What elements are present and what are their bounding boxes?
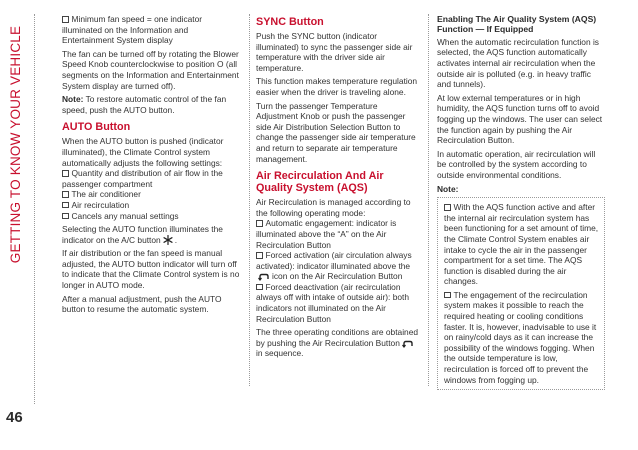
list-item: Cancels any manual settings — [62, 211, 242, 222]
checkbox-bullet-icon — [444, 292, 451, 299]
checkbox-bullet-icon — [62, 202, 69, 209]
checkbox-bullet-icon — [256, 252, 263, 259]
note-box — [437, 197, 605, 390]
column-middle — [256, 14, 421, 362]
aqs-enable-heading: Enabling The Air Quality System (AQS) Function — If Equipped — [437, 14, 597, 35]
checkbox-bullet-icon — [256, 220, 263, 227]
recirculation-icon — [402, 340, 414, 348]
checkbox-bullet-icon — [444, 204, 451, 211]
list-item: Automatic engagement: indicator is illuminated above the “A” on the Air Recirculation Button — [256, 218, 397, 250]
paragraph: Air Recirculation is managed according to the following operating mode: — [256, 197, 411, 218]
section-title — [4, 18, 28, 270]
list-item: Forced activation (air circulation always activated): indicator illuminated above theicon on the Air Recirculation Button — [256, 250, 412, 282]
aqs-heading: Air Recirculation And Air Quality System (AQS) — [256, 170, 384, 195]
note-label: Note: — [437, 183, 459, 194]
checkbox-bullet-icon — [62, 191, 69, 198]
list-item: Quantity and distribution of air flow in the passenger compartment — [62, 168, 223, 189]
margin-divider — [34, 14, 35, 404]
list-item: Forced deactivation (air recirculation always off with intake of outside air): both indicators not illuminated on the Air Recirculation Button — [256, 281, 410, 324]
paragraph: The three operating conditions are obtained by pushing the Air Recirculation Buttonin sequence. — [256, 327, 419, 359]
paragraph: After a manual adjustment, push the AUTO button to resume the automatic system. — [62, 293, 222, 315]
section-title-text: GETTING TO KNOW YOUR VEHICLE — [8, 25, 24, 263]
recirculation-icon — [258, 273, 270, 281]
sync-button-heading: SYNC Button — [256, 16, 324, 28]
paragraph: At low external temperatures or in high humidity, the AQS function turns off to avoid fogging up the windows. The user can select the function again by pushing the Air Recirculation Button. — [437, 92, 603, 146]
column-divider — [428, 14, 429, 386]
checkbox-bullet-icon — [62, 213, 69, 220]
paragraph: In automatic operation, air recirculation will be controlled by the system according to outside environmental conditions. — [437, 148, 596, 180]
list-item: Minimum fan speed = one indicator illuminated on the Information and Entertainment System display — [62, 14, 203, 46]
paragraph: The fan can be turned off by rotating the Blower Speed Knob counterclockwise to position O (all segments on the Information and Entertainment System display are turned off). — [62, 48, 239, 91]
list-item: The air conditioner — [62, 189, 242, 200]
snowflake-icon — [163, 235, 173, 245]
paragraph: When the automatic recirculation function is selected, the AQS function automatically activates internal air recirculation when the outside air is polluted (e.g. in heavy traffic and tunnels). — [437, 36, 599, 90]
list-item: The engagement of the recirculation system makes it possible to reach the required heating or cooling conditions faster. It is, however, inadvisable to use it on rainy/cold days as it can increase the possibility of the windows fogging. When the outside temperature is low, recirculation is forced off to prevent the windows from fogging up. — [444, 289, 597, 385]
column-divider — [249, 14, 250, 386]
page-number: 46 — [6, 409, 23, 426]
paragraph: Selecting the AUTO function illuminates the indicator on the A/C button . — [62, 224, 223, 245]
list-item: With the AQS function active and after the internal air recirculation system has been functioning for a set amount of time, the Climate Control System enables air intake to cycle the air in the passenger compartment for a set time. The AQS function is disabled during the air changes. — [444, 202, 599, 287]
column-left — [62, 14, 242, 318]
paragraph: Push the SYNC button (indicator illuminated) to sync the passenger side air temperature with the driver side air temperature. — [256, 31, 413, 73]
auto-button-heading: AUTO Button — [62, 121, 131, 134]
checkbox-bullet-icon — [62, 16, 69, 23]
paragraph: If air distribution or the fan speed is manual adjusted, the AUTO button indicator will turn off to indicate that the Climate Control system is no longer in AUTO mode. — [62, 248, 240, 291]
checkbox-bullet-icon — [256, 284, 263, 291]
paragraph: This function makes temperature regulation easier when the driver is traveling alone. — [256, 76, 418, 97]
paragraph: Turn the passenger Temperature Adjustment Knob or push the passenger side Air Distribution Selection Button to change the passenger side air temperature and return to separate air temperature management. — [256, 100, 416, 164]
paragraph: When the AUTO button is pushed (indicator illuminated), the Climate Control system automatically adjusts the following settings: — [62, 136, 224, 168]
checkbox-bullet-icon — [62, 170, 69, 177]
list-item: Air recirculation — [62, 200, 242, 211]
column-right — [437, 14, 605, 390]
note: Note: To restore automatic control of the fan speed, push the AUTO button. — [62, 94, 227, 115]
